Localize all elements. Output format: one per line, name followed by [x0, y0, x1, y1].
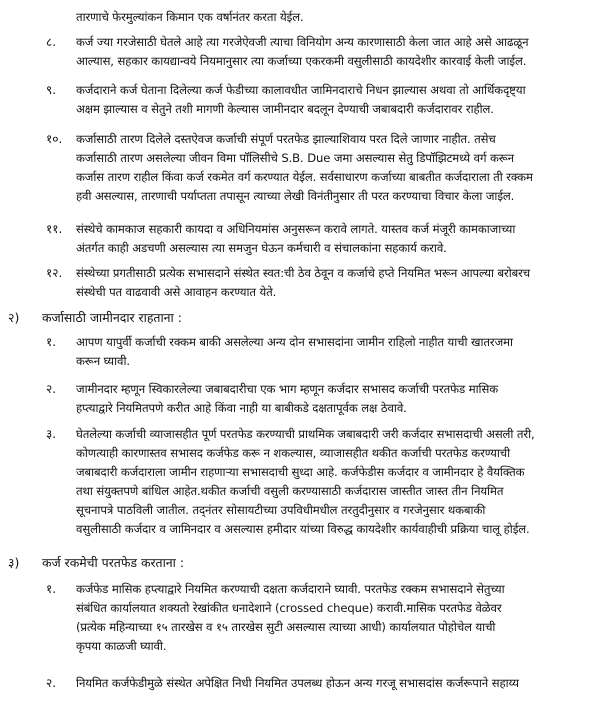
repayment-clause-line: कर्जफेड मासिक हप्त्याद्वारे नियमित करण्याची दक्षता कर्जदाराने घ्यावी. परतफेड रक्कम सभासदाने सेतुच्या: [76, 582, 505, 596]
guarantor-clause-number: ३.: [46, 427, 57, 441]
clause-line: कर्जासाठी तारण दिलेले दस्तऐवज कर्जाची संपूर्ण परतफेड झाल्याशिवाय परत दिले जाणार नाहीत. तसेच: [76, 132, 496, 146]
section-3-title: कर्ज रकमेची परतफेड करताना :: [42, 555, 185, 570]
clause-line: संस्थेच्या प्रगतीसाठी प्रत्येक सभासदाने संस्थेत स्वत:ची ठेव ठेवून व कर्जाचे हप्ते नियमित भरून आपल्या बरोबरच: [76, 266, 531, 280]
section-3-number: ३): [8, 555, 20, 570]
repayment-clause-number: २.: [46, 676, 57, 690]
guarantor-clause-line: घेतलेल्या कर्जाची व्याजासहीत पूर्ण परतफेड करण्याची प्राथमिक जबाबदारी जरी कर्जदार सभासदाची असली तरी,: [76, 427, 535, 441]
repayment-clause-line: संबंधित कार्यालयात शक्यतो रेखांकीत धनादेशाने (crossed cheque) करावी.मासिक परतफेड वेळेवर: [76, 601, 502, 615]
clause-line: संस्थेची पत वाढवावी असे आवाहन करण्यात येते.: [76, 285, 277, 299]
clause-line: कर्जदाराने कर्ज घेताना दिलेल्या कर्ज फेडीच्या कालावधीत जामिनदाराचे निधन झाल्यास अथवा तो आर्थिकदृष्ट्या: [76, 83, 526, 97]
guarantor-clause-line: जबाबदारी कर्जदाराला जामीन राहणाऱ्या सभासदाची सुध्दा आहे. कर्जफेडीस कर्जदार व जामीनदार हे वैयक्तिक: [76, 465, 525, 479]
guarantor-clause-line: करून घ्यावी.: [76, 354, 130, 368]
guarantor-clause-number: २.: [46, 382, 57, 396]
clause-line: कर्जासाठी तारण असलेल्या जीवन विमा पॉलिसीचे S.B. Due जमा असल्यास सेतु डिपॉझिटमध्ये वर्ग करून: [76, 151, 515, 165]
clause-number: ८.: [46, 35, 57, 49]
clause-line: अंतर्गत काही अडचणी असल्यास त्या समजुन घेऊन कर्मचारी व संचालकांना सहकार्य करावे.: [76, 241, 447, 255]
guarantor-clause-line: तथा संयुक्तपणे बांधिल आहेत.थकीत कर्जाची वसुली करण्यासाठी कर्जदारास जास्तीत जास्त तीन नियमित: [76, 484, 504, 498]
guarantor-clause-line: सूचनापत्रे पाठविली जातील. तद्नंतर सोसायटीच्या उपविधीमधील तरतुदीनुसार व गरजेनुसार थकबाकी: [76, 503, 486, 517]
section-2-number: २): [8, 310, 20, 325]
guarantor-clause-line: वसुलीसाठी कर्जदार व जामिनदार व असल्यास हमीदार यांच्या विरुद्ध कायदेशीर कार्यवाहीची प्रक्रिया चालू होईल.: [76, 522, 530, 536]
guarantor-clause-line: कोणत्याही कारणास्तव सभासद कर्जफेड करू न शकल्यास, व्याजासहीत थकीत कर्जाची परतफेड करण्याची: [76, 446, 511, 460]
clause-line: हवी असल्यास, तारणाची पर्याप्तता तपासून त्याच्या लेखी विनंतीनुसार ती परत करण्याचा विचार केला जाईल.: [76, 189, 515, 203]
clause-number: ११.: [46, 222, 63, 236]
repayment-clause-line: कृपया काळजी घ्यावी.: [76, 639, 167, 653]
clause-number: १२.: [46, 266, 63, 280]
clause-line: अक्षम झाल्यास व सेतुने तशी मागणी केल्यास जामीनदार बदलून देण्याची जबाबदारी कर्जदारावर राहील.: [76, 102, 494, 116]
clause-line: कर्ज ज्या गरजेसाठी घेतले आहे त्या गरजेऐवजी त्याचा विनियोग अन्य कारणासाठी केला जात आहे असे आढळून: [76, 35, 529, 49]
guarantor-clause-line: आपण यापुर्वी कर्जाची रक्कम बाकी असलेल्या अन्य दोन सभासदांना जामीन राहिलो नाहीत याची खातरजमा: [76, 335, 513, 349]
repayment-clause-number: १.: [46, 582, 57, 596]
section-2-title: कर्जासाठी जामीनदार राहताना :: [42, 310, 182, 325]
clause-line: संस्थेचे कामकाज सहकारी कायदा व अधिनियमांस अनुसरून करावे लागते. यास्तव कर्ज मंजूरी कामकाजाच्या: [76, 222, 516, 236]
clause-line: आल्यास, सहकार कायद्यान्वये नियमानुसार त्या कर्जाच्या एकरकमी वसुलीसाठी कायदेशीर कारवाई केली जाईल.: [76, 54, 527, 68]
repayment-clause-line: (प्रत्येक महिन्याच्या १५ तारखेस व १५ तारखेस सुटी असल्यास त्याच्या आधी) कार्यालयात पोहोचेल याची: [76, 620, 496, 634]
guarantor-clause-line: हप्त्याद्वारे नियमितपणे करीत आहे किंवा नाही या बाबीकडे दक्षतापूर्वक लक्ष ठेवावे.: [76, 401, 407, 415]
clause-number: १०.: [46, 132, 63, 146]
clause-line: कर्जास तारण राहील किंवा कर्ज रकमेत वर्ग करण्यात येईल. सर्वसाधारण कर्जाच्या बाबतीत कर्जदाराला ती रक्कम: [76, 170, 533, 184]
guarantor-clause-line: जामीनदार म्हणून स्विकारलेल्या जबाबदारीचा एक भाग म्हणून कर्जदार सभासद कर्जाची परतफेड मासिक: [76, 382, 499, 396]
intro-line: तारणाचे फेरमुल्यांकन किमान एक वर्षानंतर करता येईल.: [76, 10, 304, 24]
clause-number: ९.: [46, 83, 57, 97]
repayment-clause-line: नियमित कर्जफेडीमुळे संस्थेत अपेक्षित निधी नियमित उपलब्ध होऊन अन्य गरजू सभासदांस कर्जरूपाने सहाय्य: [76, 676, 519, 690]
guarantor-clause-number: १.: [46, 335, 57, 349]
